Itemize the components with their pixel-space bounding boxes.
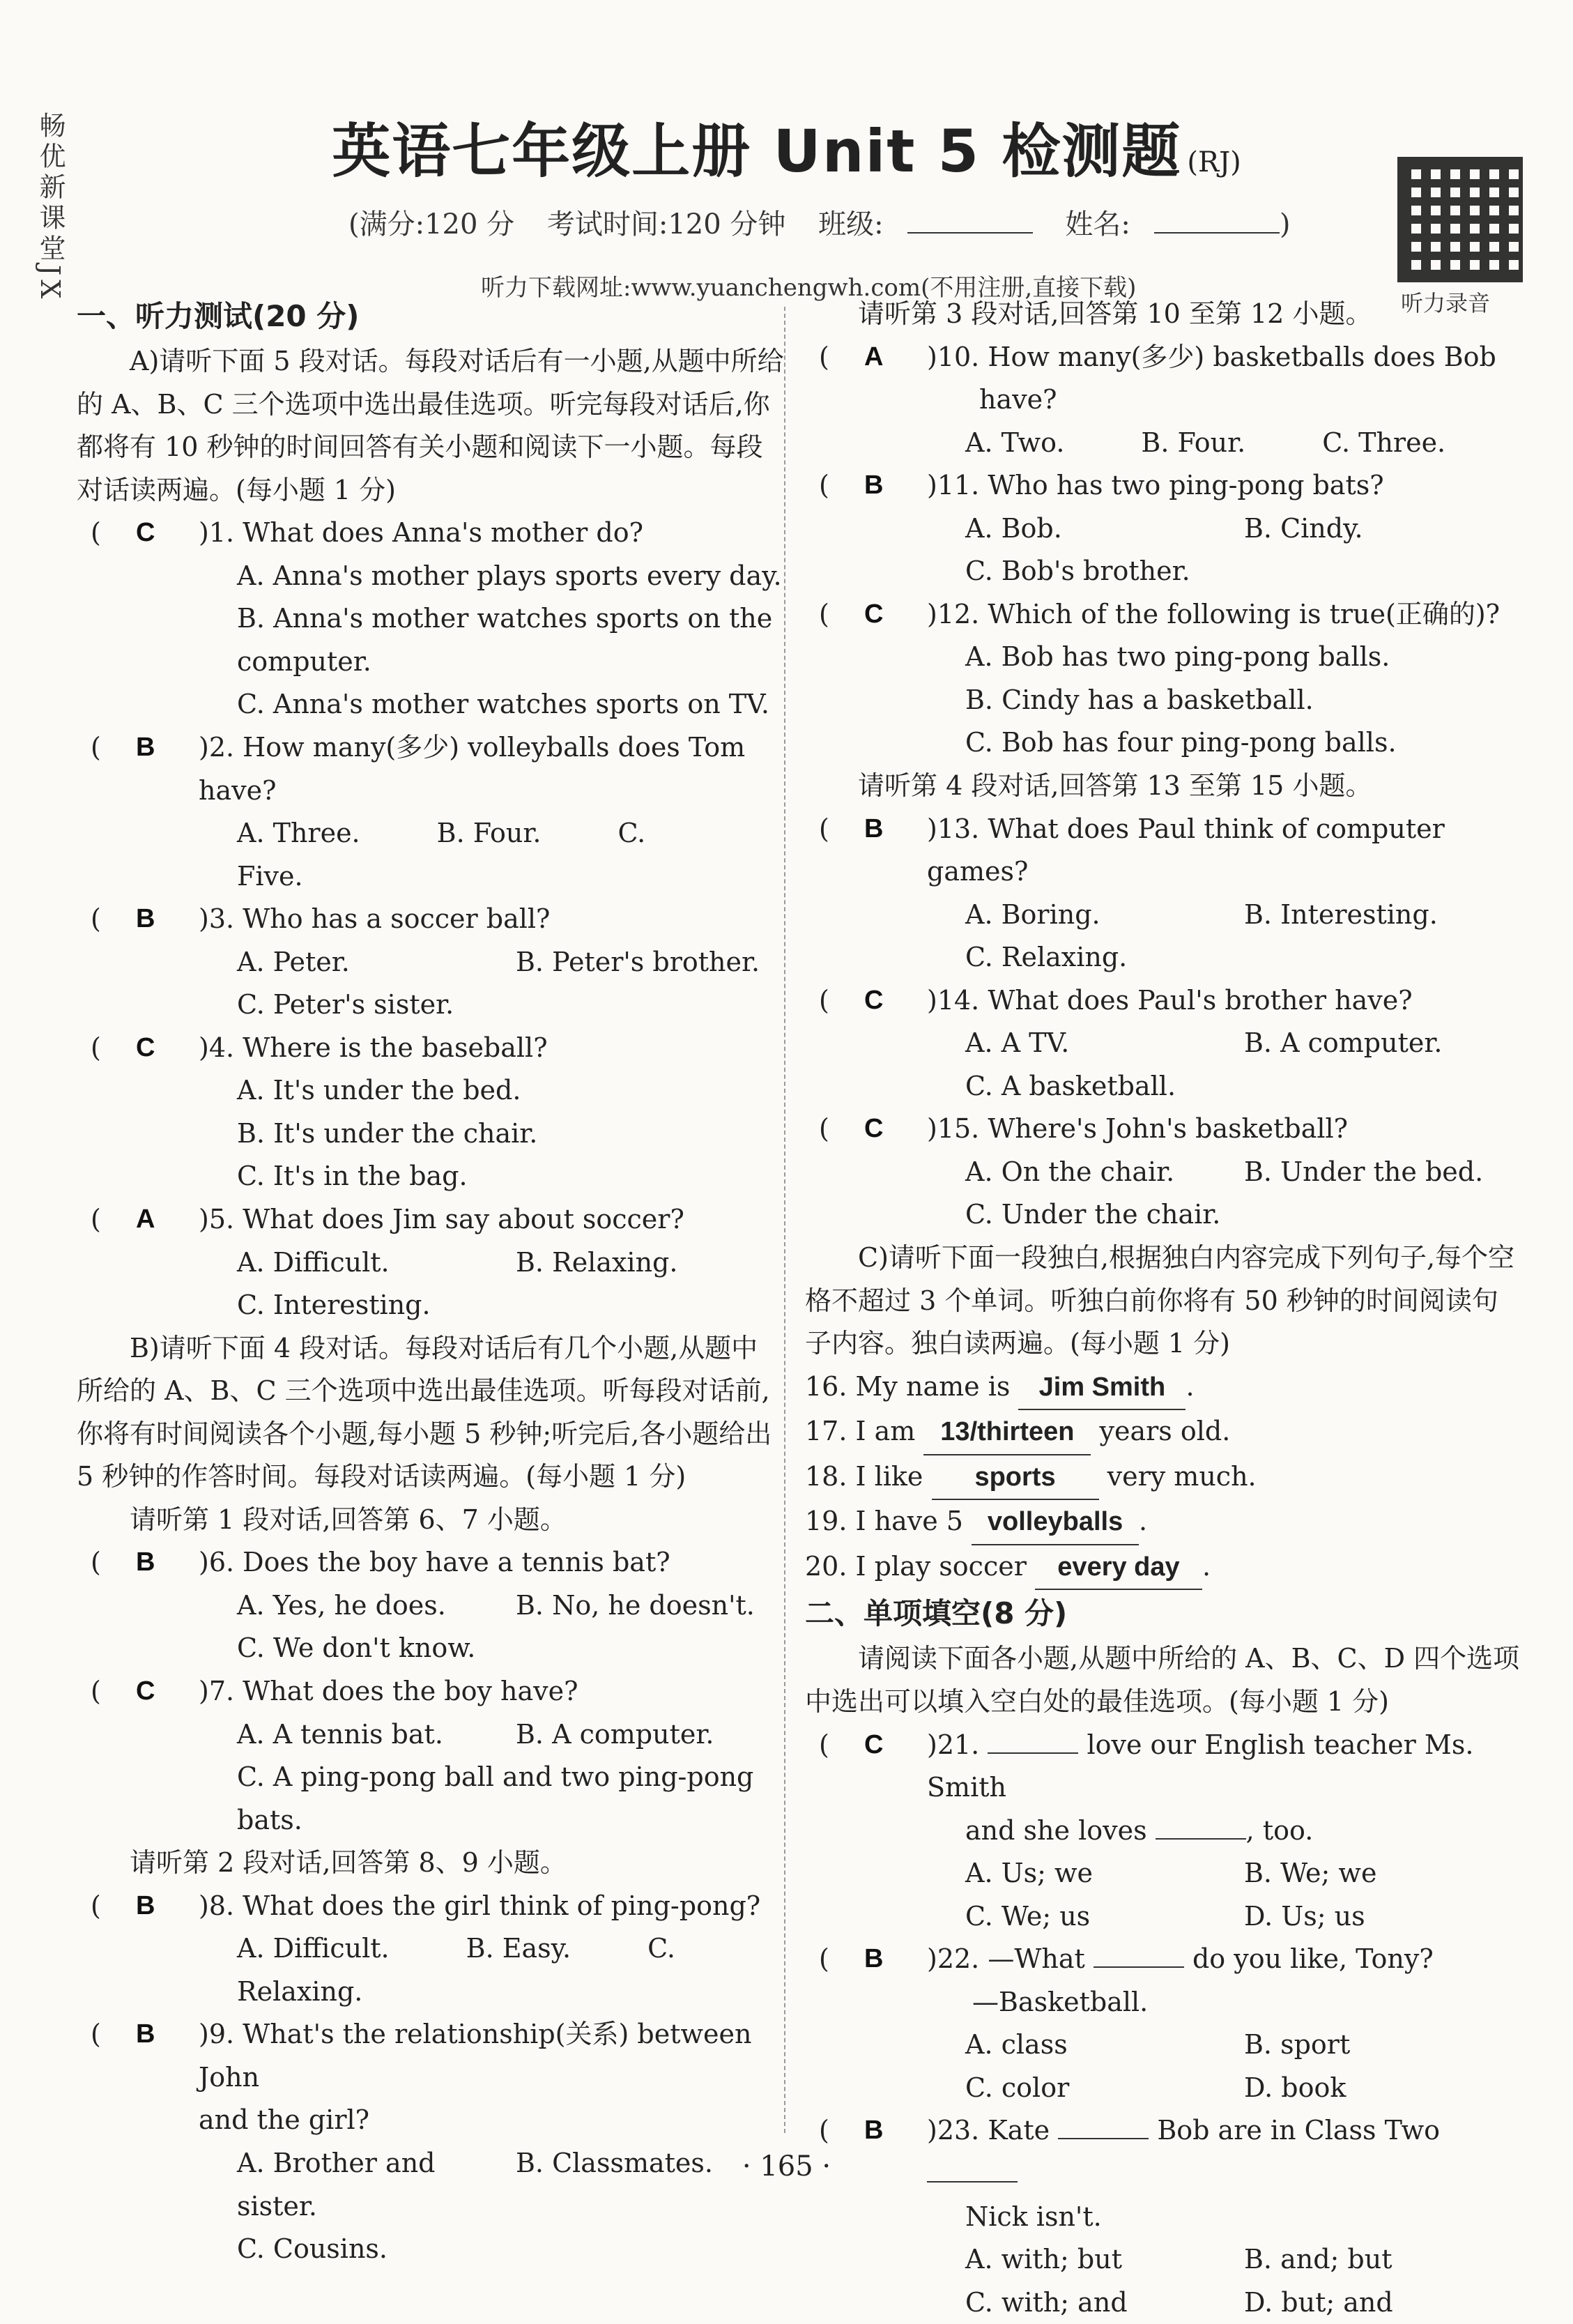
option-c: C. A basketball. <box>965 1070 1176 1101</box>
qr-label: 听力录音 <box>1401 290 1491 316</box>
question-stem: )4. Where is the baseball? <box>199 1032 548 1063</box>
options-row <box>805 2067 1523 2110</box>
fill-answer: volleyballs <box>972 1501 1139 1545</box>
option-a: A. Difficult. <box>237 1933 390 1964</box>
answer-21: C <box>864 1729 884 1759</box>
answer-3: B <box>136 904 155 934</box>
option-d: D. but; and <box>1244 2286 1393 2318</box>
fill-answer: every day <box>1035 1546 1202 1591</box>
question-12: ( C )12. Which of the following is true(正确的)? <box>805 593 1523 636</box>
question-1: ( C )1. What does Anna's mother do? <box>77 512 784 555</box>
option-b: B. A computer. <box>516 1718 714 1750</box>
fill-suffix: . <box>1139 1506 1148 1537</box>
fill-prefix: 20. I play soccer <box>805 1550 1027 1582</box>
fill-suffix: . <box>1185 1370 1195 1402</box>
dialogue-4-heading: 请听第 4 段对话,回答第 13 至第 15 小题。 <box>858 770 1372 802</box>
answer-blank <box>988 1752 1078 1754</box>
fill-prefix: 17. I am <box>805 1416 916 1447</box>
option-d: D. book <box>1244 2072 1346 2103</box>
option-d: D. Us; us <box>1244 1900 1365 1932</box>
option-c: C. Five. <box>237 818 646 892</box>
option-b: B. No, he doesn't. <box>516 1589 755 1621</box>
question-stem-cont <box>805 1810 1523 1853</box>
option-c: C. Interesting. <box>237 1290 431 1321</box>
class-blank <box>907 211 1033 234</box>
question-21: ( C )21. love our English teacher Ms. Smith <box>805 1724 1523 1810</box>
option-c: C. It's in the bag. <box>237 1161 468 1192</box>
question-stem: )1. What does Anna's mother do? <box>199 517 644 549</box>
option-c: C. We don't know. <box>237 1633 476 1664</box>
answer-2: B <box>136 732 155 762</box>
answer-11: B <box>864 471 884 500</box>
option-a: A. Us; we <box>965 1858 1094 1889</box>
question-6: ( B )6. Does the boy have a tennis bat? <box>77 1541 784 1584</box>
option-b: B. Four. <box>436 818 542 849</box>
option-b: B. We; we <box>1244 1858 1377 1889</box>
close-paren: ) <box>1279 208 1291 240</box>
options-row <box>77 1584 784 1628</box>
option-a: A. Three. <box>237 818 360 849</box>
download-url: 听力下载网址:www.yuanchengwh.com(不用注册,直接下载) <box>481 274 1137 302</box>
left-column <box>77 293 784 2271</box>
exam-info <box>348 202 1337 242</box>
fill-question-19 <box>805 1500 1523 1545</box>
name-text: 姓名: <box>1065 208 1130 240</box>
option-c: C. Anna's mother watches sports on TV. <box>237 689 769 720</box>
option-a: A. Bob has two ping-pong balls. <box>965 641 1390 673</box>
question-3: ( B )3. Who has a soccer ball? <box>77 898 784 941</box>
question-stem: )23. Kate <box>927 2115 1050 2146</box>
option-b: B. Classmates. <box>516 2148 713 2178</box>
answer-15: C <box>864 1114 884 1144</box>
stem-part: and she loves <box>965 1814 1147 1846</box>
question-5: ( A )5. What does Jim say about soccer? <box>77 1198 784 1241</box>
answer-8: B <box>136 1890 155 1920</box>
question-4: ( C )4. Where is the baseball? <box>77 1027 784 1070</box>
answer-blank <box>1156 1838 1246 1840</box>
answer-7: C <box>136 1676 155 1706</box>
answer-1: C <box>136 518 155 548</box>
fill-suffix: years old. <box>1099 1416 1231 1447</box>
question-stem-2: love our English teacher Ms. Smith <box>927 1729 1474 1803</box>
option-c: C. Bob's brother. <box>965 556 1190 587</box>
answer-12: C <box>864 599 884 629</box>
right-column <box>805 293 1523 2324</box>
question-stem-cont: Nick isn't. <box>965 2201 1102 2232</box>
option-a: A. Two. <box>965 427 1065 458</box>
option-a: A. class <box>965 2029 1068 2061</box>
question-stem: )15. Where's John's basketball? <box>927 1113 1349 1145</box>
answer-9: B <box>136 2019 155 2049</box>
question-stem: )9. What's the relationship(关系) between John <box>199 2019 752 2093</box>
option-a: A. Boring. <box>965 899 1100 930</box>
question-7: ( C )7. What does the boy have? <box>77 1670 784 1713</box>
question-stem-2: Bob are in Class Two <box>1157 2115 1440 2146</box>
question-stem: )7. What does the boy have? <box>199 1675 578 1706</box>
fill-question-16 <box>805 1366 1523 1411</box>
answer-14: C <box>864 985 884 1015</box>
options-row <box>805 1022 1523 1065</box>
question-stem: )11. Who has two ping-pong bats? <box>927 470 1384 501</box>
fill-question-20 <box>805 1545 1523 1591</box>
part-b-instructions: B)请听下面 4 段对话。每段对话后有几个小题,从题中所给的 A、B、C 三个选项中选出最佳选项。听每段对话前,你将有时间阅读各个小题,每小题 5 秒钟;听完后,各小题给出 5 秒钟的作答时间。每段对话读两遍。(每小题 1 分) <box>77 1332 772 1492</box>
options-row <box>77 1241 784 1285</box>
option-b: B. Easy. <box>466 1933 571 1964</box>
class-text: 班级: <box>818 208 884 240</box>
section-1-heading: 一、听力测试(20 分) <box>77 299 360 333</box>
options-row <box>805 894 1523 937</box>
name-blank <box>1154 211 1280 234</box>
page-number: · 165 · <box>742 2150 831 2182</box>
option-a: A. Difficult. <box>237 1246 390 1278</box>
question-stem: )14. What does Paul's brother have? <box>927 984 1413 1016</box>
answer-6: B <box>136 1547 155 1577</box>
dialogue-2-heading: 请听第 2 段对话,回答第 8、9 小题。 <box>130 1847 567 1879</box>
option-c: C. color <box>965 2072 1070 2103</box>
option-a: A. A tennis bat. <box>237 1718 443 1750</box>
options-row <box>77 941 784 984</box>
option-c: C. We; us <box>965 1900 1091 1932</box>
page-title <box>0 105 1573 189</box>
question-stem: )6. Does the boy have a tennis bat? <box>199 1547 670 1578</box>
question-9: ( B )9. What's the relationship(关系) between John <box>77 2013 784 2099</box>
question-stem-cont: and the girl? <box>199 2104 370 2136</box>
fill-prefix: 18. I like <box>805 1460 923 1492</box>
option-a: A. Yes, he does. <box>237 1589 446 1621</box>
section-2-heading: 二、单项填空(8 分) <box>805 1596 1068 1631</box>
option-c: C. Under the chair. <box>965 1199 1221 1230</box>
part-c-instructions: C)请听下面一段独白,根据独白内容完成下列句子,每个空格不超过 3 个单词。听独白前你将有 50 秒钟的时间阅读句子内容。独白读两遍。(每小题 1 分) <box>805 1242 1515 1359</box>
question-13: ( B )13. What does Paul think of computer games? <box>805 808 1523 894</box>
option-c: C. with; and <box>965 2286 1128 2318</box>
title-suffix: (RJ) <box>1187 146 1241 178</box>
option-b: B. sport <box>1244 2029 1351 2061</box>
option-c: C. Three. <box>1322 427 1446 458</box>
option-a: A. Anna's mother plays sports every day. <box>237 560 782 591</box>
answer-22: B <box>864 1944 884 1974</box>
question-stem: )10. How many(多少) basketballs does Bob <box>927 341 1496 372</box>
fill-question-17 <box>805 1410 1523 1455</box>
option-b: B. Interesting. <box>1244 899 1438 930</box>
dialogue-3-heading: 请听第 3 段对话,回答第 10 至第 12 小题。 <box>858 298 1372 329</box>
part-a-instructions: A)请听下面 5 段对话。每段对话后有一小题,从题中所给的 A、B、C 三个选项中选出最佳选项。听完每段对话后,你都将有 10 秒钟的时间回答有关小题和阅读下一小题。每段对话读两遍。(每小题 1 分) <box>77 346 784 505</box>
option-c: C. Relaxing. <box>237 1933 675 2007</box>
option-c: C. A ping-pong ball and two ping-pong bats. <box>237 1761 754 1835</box>
fill-answer: 13/thirteen <box>923 1411 1091 1455</box>
time-info: 考试时间:120 分钟 <box>546 208 786 240</box>
question-stem-cont: —Basketball. <box>972 1986 1149 2017</box>
answer-23: B <box>864 2116 884 2146</box>
score-info: (满分:120 分 <box>348 208 515 240</box>
option-c: C. Bob has four ping-pong balls. <box>965 727 1397 758</box>
qr-code-icon <box>1397 157 1523 282</box>
answer-4: C <box>136 1032 155 1062</box>
question-23: ( B )23. Kate Bob are in Class Two <box>805 2109 1523 2195</box>
question-2: ( B )2. How many(多少) volleyballs does Tom have? <box>77 726 784 812</box>
question-stem: )21. <box>927 1729 980 1760</box>
question-10: ( A )10. How many(多少) basketballs does Bob <box>805 336 1523 379</box>
answer-5: A <box>136 1204 155 1234</box>
answer-blank <box>1058 2138 1149 2139</box>
option-a: A. Bob. <box>965 512 1062 544</box>
fill-question-18 <box>805 1455 1523 1501</box>
question-8: ( B )8. What does the girl think of ping-pong? <box>77 1885 784 1928</box>
option-b: B. Under the bed. <box>1244 1156 1484 1187</box>
dialogue-1-heading: 请听第 1 段对话,回答第 6、7 小题。 <box>130 1504 567 1535</box>
option-b: B. Anna's mother watches sports on the computer. <box>237 603 773 677</box>
options-row <box>805 2024 1523 2067</box>
options-row <box>77 812 784 898</box>
option-a: A. Peter. <box>237 946 350 977</box>
option-a: A. Brother and sister. <box>237 2148 436 2222</box>
question-11: ( B )11. Who has two ping-pong bats? <box>805 464 1523 507</box>
question-stem: )12. Which of the following is true(正确的)? <box>927 598 1501 629</box>
options-row <box>805 2238 1523 2281</box>
answer-blank <box>1094 1966 1184 1968</box>
question-stem-2: do you like, Tony? <box>1192 1943 1434 1975</box>
option-a: A. On the chair. <box>965 1156 1175 1187</box>
question-stem: )2. How many(多少) volleyballs does Tom have? <box>199 731 746 806</box>
options-row <box>805 507 1523 551</box>
question-stem: )3. Who has a soccer ball? <box>199 903 551 935</box>
option-b: B. Four. <box>1141 427 1246 458</box>
option-b: B. It's under the chair. <box>237 1117 538 1149</box>
option-c: C. Peter's sister. <box>237 989 454 1020</box>
question-stem: )22. —What <box>927 1943 1085 1975</box>
question-stem-cont: have? <box>979 384 1057 415</box>
question-stem: )5. What does Jim say about soccer? <box>199 1203 684 1234</box>
options-row <box>805 422 1523 465</box>
option-a: A. A TV. <box>965 1027 1070 1059</box>
option-a: A. with; but <box>965 2244 1122 2275</box>
fill-answer: Jim Smith <box>1018 1366 1185 1411</box>
answer-13: B <box>864 813 884 843</box>
name-label <box>1065 208 1314 240</box>
option-b: B. and; but <box>1244 2244 1392 2275</box>
class-label <box>818 208 1032 240</box>
options-row <box>805 2281 1523 2324</box>
options-row <box>77 1713 784 1757</box>
question-stem: )8. What does the girl think of ping-pong? <box>199 1890 761 1921</box>
fill-answer: sports <box>932 1456 1099 1501</box>
options-row <box>805 1852 1523 1895</box>
fill-prefix: 19. I have 5 <box>805 1506 963 1537</box>
option-a: A. It's under the bed. <box>237 1075 521 1106</box>
title-main: 英语七年级上册 Unit 5 检测题 <box>332 117 1182 185</box>
option-c: C. Relaxing. <box>965 942 1128 973</box>
question-stem: )13. What does Paul think of computer games? <box>927 813 1445 887</box>
question-22: ( B )22. —What do you like, Tony? <box>805 1938 1523 1981</box>
question-15: ( C )15. Where's John's basketball? <box>805 1108 1523 1151</box>
fill-prefix: 16. My name is <box>805 1370 1011 1402</box>
fill-suffix: very much. <box>1107 1460 1257 1492</box>
options-row <box>805 1151 1523 1194</box>
section-2-instructions: 请阅读下面各小题,从题中所给的 A、B、C、D 四个选项中选出可以填入空白处的最佳选项。(每小题 1 分) <box>805 1643 1520 1717</box>
option-b: B. Cindy. <box>1244 512 1363 544</box>
side-label: 畅优新课堂JX <box>35 112 66 303</box>
answer-10: A <box>864 342 884 372</box>
question-14: ( C )14. What does Paul's brother have? <box>805 979 1523 1023</box>
options-row <box>77 1927 784 2013</box>
column-divider <box>784 307 785 2133</box>
fill-suffix: . <box>1202 1550 1211 1582</box>
option-c: C. Cousins. <box>237 2233 388 2265</box>
option-b: B. Relaxing. <box>516 1246 678 1278</box>
option-b: B. Cindy has a basketball. <box>965 684 1314 715</box>
stem-part: , too. <box>1245 1814 1314 1846</box>
options-row <box>805 1895 1523 1939</box>
option-b: B. A computer. <box>1244 1027 1443 1059</box>
option-b: B. Peter's brother. <box>516 946 760 977</box>
